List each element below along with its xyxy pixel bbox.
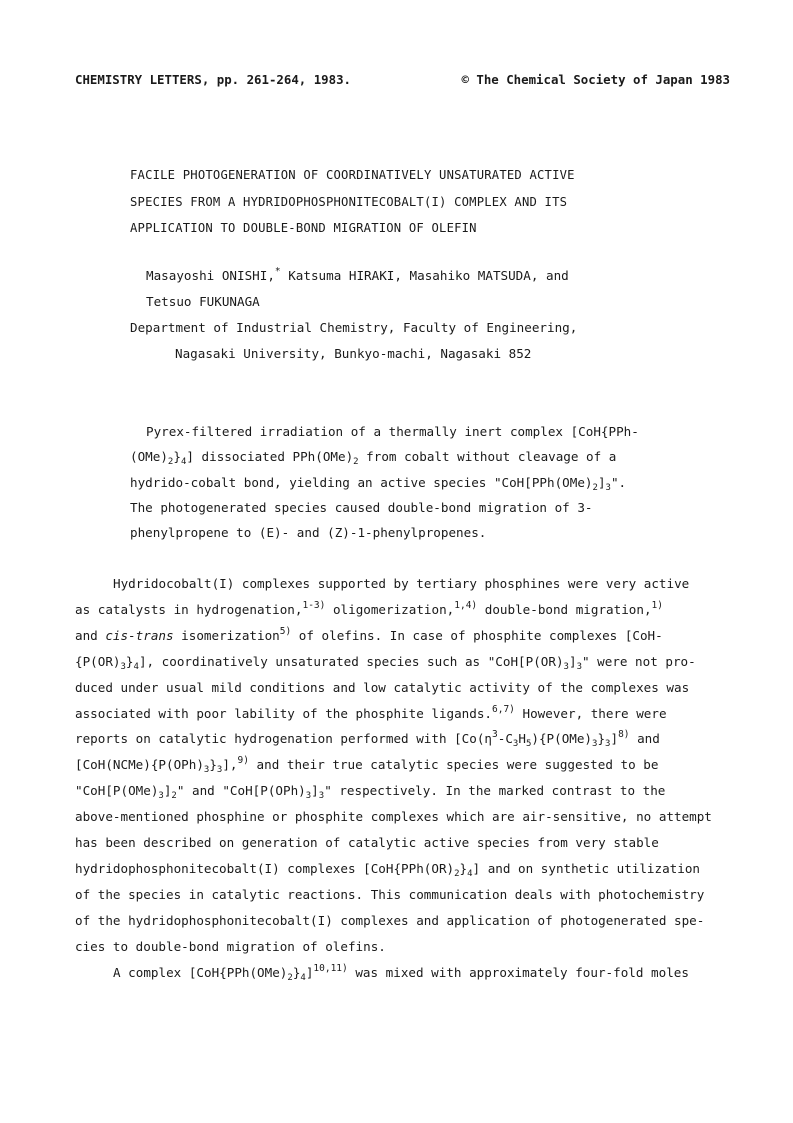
reference-mark: 6,7) bbox=[492, 703, 515, 715]
body-line: reports on catalytic hydrogenation performed with $[Co(\eta^3-C_3H_5)\{P(OMe)_3\}_3]^{8)}$ and bbox=[75, 729, 660, 750]
body-line: above-mentioned phosphine or phosphite complexes which are air-sensitive, no attempt bbox=[75, 809, 712, 825]
body-line: has been described on generation of catalytic active species from very stable bbox=[75, 835, 659, 851]
reference-mark: 1) bbox=[651, 599, 663, 611]
reference-mark: 1-3) bbox=[302, 599, 326, 611]
body-line: $[CoH(NCMe)\{P(OPh)_3\}_3],^{9)}$ and their true catalytic species were suggested to be bbox=[75, 755, 659, 776]
abstract-line: $(OMe)_2\}_4$] dissociated $PPh(OMe)_2$ from cobalt without cleavage of a bbox=[130, 449, 617, 468]
body-line: Hydridocobalt(I) complexes supported by tertiary phosphines were very active bbox=[113, 576, 690, 591]
title-line: APPLICATION TO DOUBLE-BOND MIGRATION OF OLEFIN bbox=[130, 221, 477, 235]
journal-citation: CHEMISTRY LETTERS, pp. 261-264, 1983. bbox=[75, 72, 352, 87]
reference-mark: 9) bbox=[237, 755, 249, 767]
journal-header bbox=[75, 72, 730, 90]
copyright-notice: © The Chemical Society of Japan 1983 bbox=[461, 72, 730, 87]
affiliation-line: Department of Industrial Chemistry, Faculty of Engineering, bbox=[130, 320, 578, 335]
abstract-line: The photogenerated species caused double-bond migration of 3- bbox=[130, 499, 593, 515]
body-line: associated with poor lability of the phosphite ligands.$^{6,7)}$ However, there were bbox=[75, 703, 667, 721]
abstract-line: phenylpropene to (E)- and (Z)-1-phenylpropenes. bbox=[130, 525, 487, 541]
body-line: as catalysts in hydrogenation,$^{1-3)}$ oligomerization,$^{1,4)}$ double-bond migration,$^{1)}$ bbox=[75, 599, 663, 617]
abstract bbox=[130, 419, 670, 545]
body-text bbox=[75, 571, 725, 986]
body-line: duced under usual mild conditions and low catalytic activity of the complexes was bbox=[75, 679, 690, 695]
reference-mark: 8) bbox=[618, 729, 630, 741]
affiliation-line: Nagasaki University, Bunkyo-machi, Nagasaki 852 bbox=[175, 346, 532, 361]
abstract-line: Pyrex-filtered irradiation of a thermally inert complex [CoH{PPh- bbox=[146, 424, 639, 439]
reference-mark: 10,11) bbox=[313, 962, 348, 974]
author-line: Tetsuo FUKUNAGA bbox=[146, 294, 260, 309]
paper-title bbox=[130, 162, 690, 242]
corresponding-author-mark: * bbox=[274, 266, 281, 277]
body-line: of the species in catalytic reactions. This communication deals with photochemistry bbox=[75, 886, 705, 902]
body-line: A complex $[CoH\{PPh(OMe)_2\}_4]^{10,11)}$ was mixed with approximately four-fold moles bbox=[113, 962, 689, 983]
author-line: Masayoshi ONISHI,* Katsuma HIRAKI, Masahiko MATSUDA, and bbox=[146, 266, 569, 283]
reference-mark: 5) bbox=[279, 625, 292, 637]
body-line: hydridophosphonitecobalt(I) complexes $[CoH\{PPh(OR)_2\}_4]$ and on synthetic utilization bbox=[75, 860, 701, 879]
author-block bbox=[130, 263, 690, 367]
abstract-line: hydrido-cobalt bond, yielding an active species "$CoH[PPh(OMe)_2]_3$". bbox=[130, 474, 627, 493]
reference-mark: 1,4) bbox=[454, 599, 478, 611]
body-line: of the hydridophosphonitecobalt(I) complexes and application of photogenerated spe- bbox=[75, 912, 705, 928]
body-line: "$CoH[P(OMe)_3]_2$" and "$CoH[P(OPh)_3]_3$" respectively. In the marked contrast to the bbox=[75, 783, 666, 802]
title-line: FACILE PHOTOGENERATION OF COORDINATIVELY UNSATURATED ACTIVE bbox=[130, 168, 575, 182]
body-line: $\{P(OR)_3\}_4$], coordinatively unsaturated species such as "$CoH[P(OR)_3]_3$" were not pro- bbox=[75, 653, 696, 672]
body-line: cies to double-bond migration of olefins. bbox=[75, 938, 386, 954]
body-line: and cis-trans isomerization$^{5)}$ of olefins. In case of phosphite complexes [CoH- bbox=[75, 625, 663, 643]
title-line: SPECIES FROM A HYDRIDOPHOSPHONITECOBALT(I) COMPLEX AND ITS bbox=[130, 194, 568, 209]
